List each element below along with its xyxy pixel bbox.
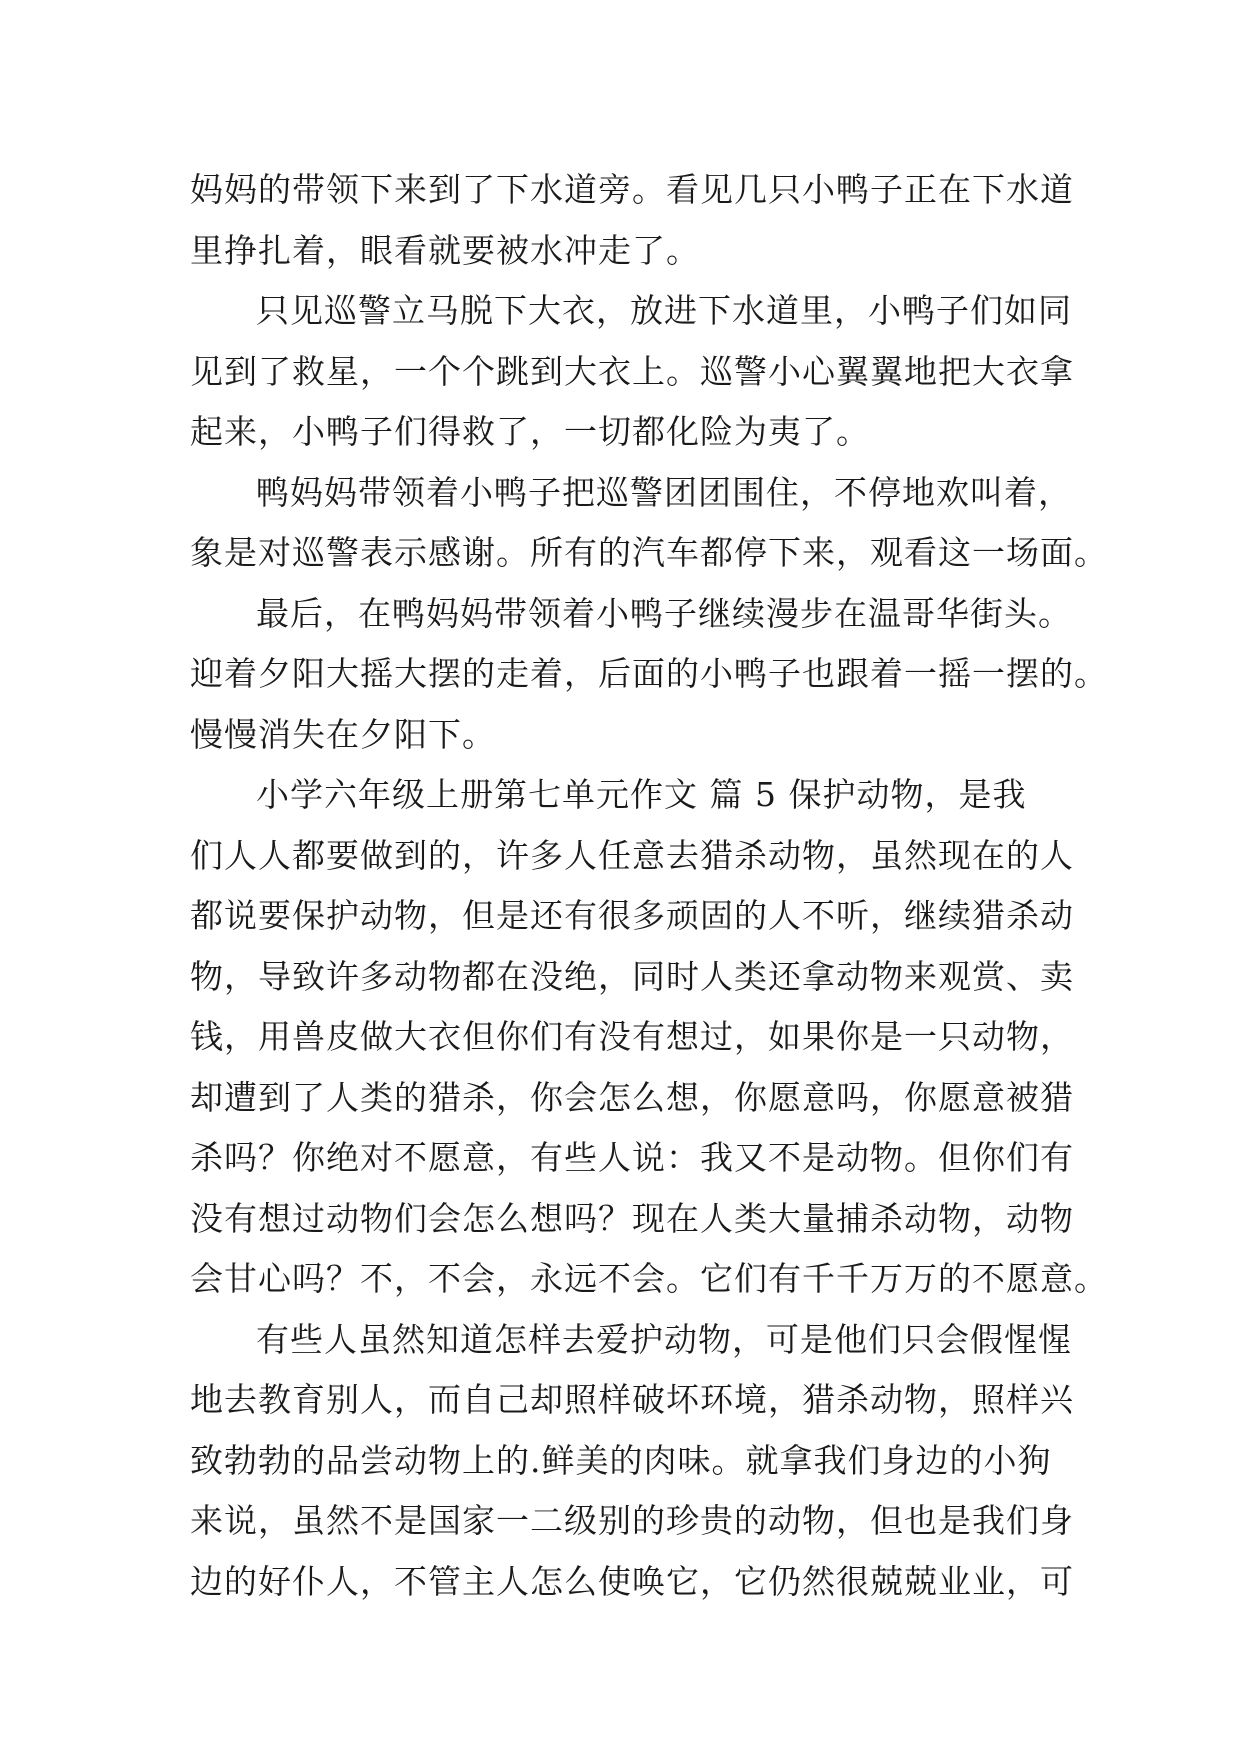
text-line: 来说，虽然不是国家一二级别的珍贵的动物，但也是我们身 [190,1501,1074,1540]
text-line: 地去教育别人，而自己却照样破坏环境，猎杀动物，照样兴 [190,1380,1074,1419]
text-line: 却遭到了人类的猎杀，你会怎么想，你愿意吗，你愿意被猎 [190,1077,1074,1117]
text-line: 边的好仆人，不管主人怎么使唤它，它仍然很兢兢业业，可 [190,1561,1074,1601]
text-line: 里挣扎着，眼看就要被水冲走了。 [190,230,700,270]
text-line: 慢慢消失在夕阳下。 [190,714,496,754]
text-line: 见到了救星，一个个跳到大衣上。巡警小心翼翼地把大衣拿 [190,351,1074,391]
text-line: 们人人都要做到的，许多人任意去猎杀动物，虽然现在的人 [190,835,1074,875]
text-line: 迎着夕阳大摇大摆的走着，后面的小鸭子也跟着一摇一摆的。 [190,654,1108,693]
text-line: 钱，用兽皮做大衣但你们有没有想过，如果你是一只动物， [190,1017,1074,1056]
text-line: 鸭妈妈带领着小鸭子把巡警团团围住，不停地欢叫着， [256,472,1072,512]
text-line: 妈妈的带领下来到了下水道旁。看见几只小鸭子正在下水道 [190,170,1074,209]
text-line: 没有想过动物们会怎么想吗？现在人类大量捕杀动物，动物 [190,1198,1074,1238]
text-line: 最后，在鸭妈妈带领着小鸭子继续漫步在温哥华街头。 [256,593,1072,633]
text-line: 只见巡警立马脱下大衣，放进下水道里，小鸭子们如同 [256,291,1072,330]
text-line: 都说要保护动物，但是还有很多顽固的人不听，继续猎杀动 [190,896,1074,935]
document-body [190,160,1108,1612]
text-line: 象是对巡警表示感谢。所有的汽车都停下来，观看这一场面。 [190,533,1108,572]
text-line: 会甘心吗？不，不会，永远不会。它们有千千万万的不愿意。 [190,1259,1108,1298]
text-line: 致勃勃的品尝动物上的.鲜美的肉味。就拿我们身边的小狗 [190,1440,1052,1480]
text-line: 小学六年级上册第七单元作文 篇 5 保护动物，是我 [256,775,1027,814]
text-line: 起来，小鸭子们得救了，一切都化险为夷了。 [190,412,870,451]
text-line: 物，导致许多动物都在没绝，同时人类还拿动物来观赏、卖 [190,956,1074,996]
text-line: 杀吗？你绝对不愿意，有些人说：我又不是动物。但你们有 [190,1138,1074,1177]
text-line: 有些人虽然知道怎样去爱护动物，可是他们只会假惺惺 [256,1319,1072,1359]
